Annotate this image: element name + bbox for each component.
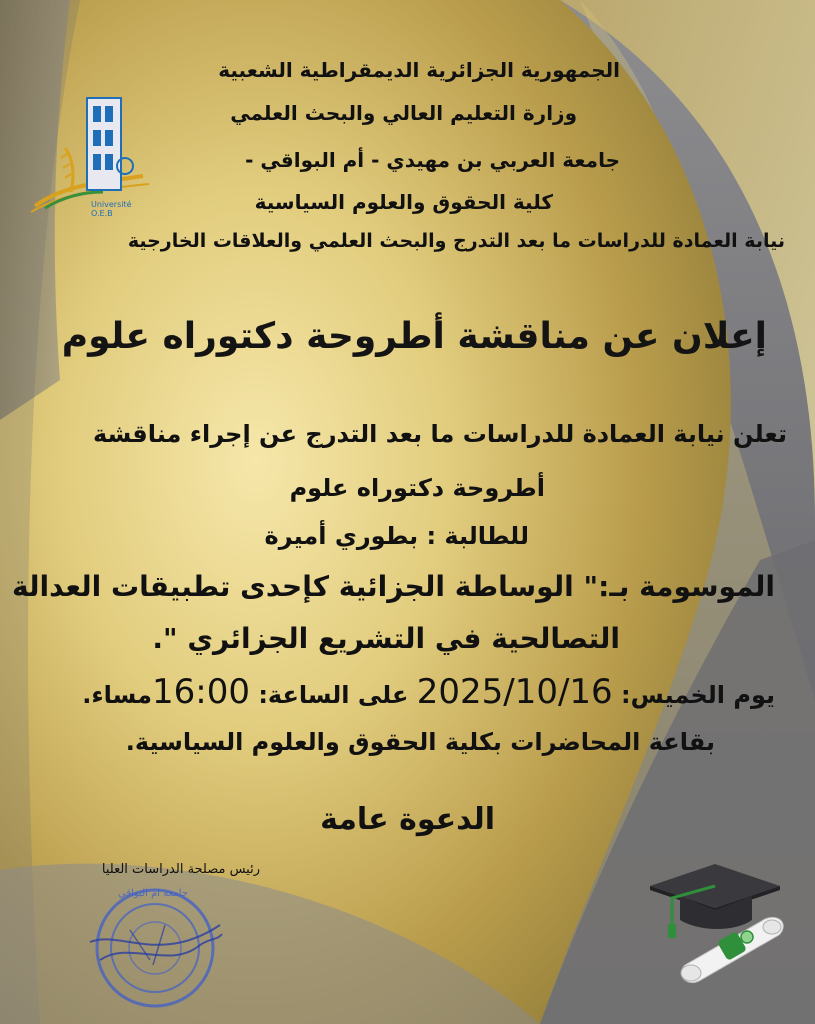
signature-title: رئيس مصلحة الدراسات العليا xyxy=(101,862,260,877)
announcement-line-1: تعلن نيابة العمادة للدراسات ما بعد التدرج عن إجراء مناقشة xyxy=(93,420,787,448)
day-label: يوم الخميس: xyxy=(621,681,775,709)
header-ministry: وزارة التعليم العالي والبحث العلمي xyxy=(230,101,577,125)
university-logo xyxy=(25,88,155,228)
header-faculty: كلية الحقوق والعلوم السياسية xyxy=(254,190,553,214)
announcement-line-2: أطروحة دكتوراه علوم xyxy=(289,474,545,502)
diploma-scroll-icon xyxy=(665,905,795,990)
thesis-topic-line-1: الموسومة بـ:" الوساطة الجزائية كإحدى تطبيقات العدالة xyxy=(12,570,775,603)
time-suffix: مساء. xyxy=(82,681,152,709)
venue: بقاعة المحاضرات بكلية الحقوق والعلوم السياسية. xyxy=(125,728,715,756)
page-title: إعلان عن مناقشة أطروحة دكتوراه علوم xyxy=(61,316,767,357)
time-label: على الساعة: xyxy=(258,681,409,709)
header-deanship: نيابة العمادة للدراسات ما بعد التدرج والبحث العلمي والعلاقات الخارجية xyxy=(127,230,785,252)
thesis-topic-line-2: التصالحية في التشريع الجزائري ". xyxy=(152,622,620,655)
header-university: جامعة العربي بن مهيدي - أم البواقي - xyxy=(245,148,620,172)
logo-caption: Université O.E.B xyxy=(91,200,132,218)
invitation-text: الدعوة عامة xyxy=(320,802,495,837)
time-value: 16:00 xyxy=(151,672,250,712)
stamp-text: جامعة ام البواقي xyxy=(118,888,188,899)
date-value: 2025/10/16 xyxy=(416,672,613,712)
header-republic: الجمهورية الجزائرية الديمقراطية الشعبية xyxy=(218,58,620,82)
student-name: للطالبة : بطوري أميرة xyxy=(264,522,529,550)
date-time-line xyxy=(82,672,775,712)
official-stamp xyxy=(70,870,230,1020)
